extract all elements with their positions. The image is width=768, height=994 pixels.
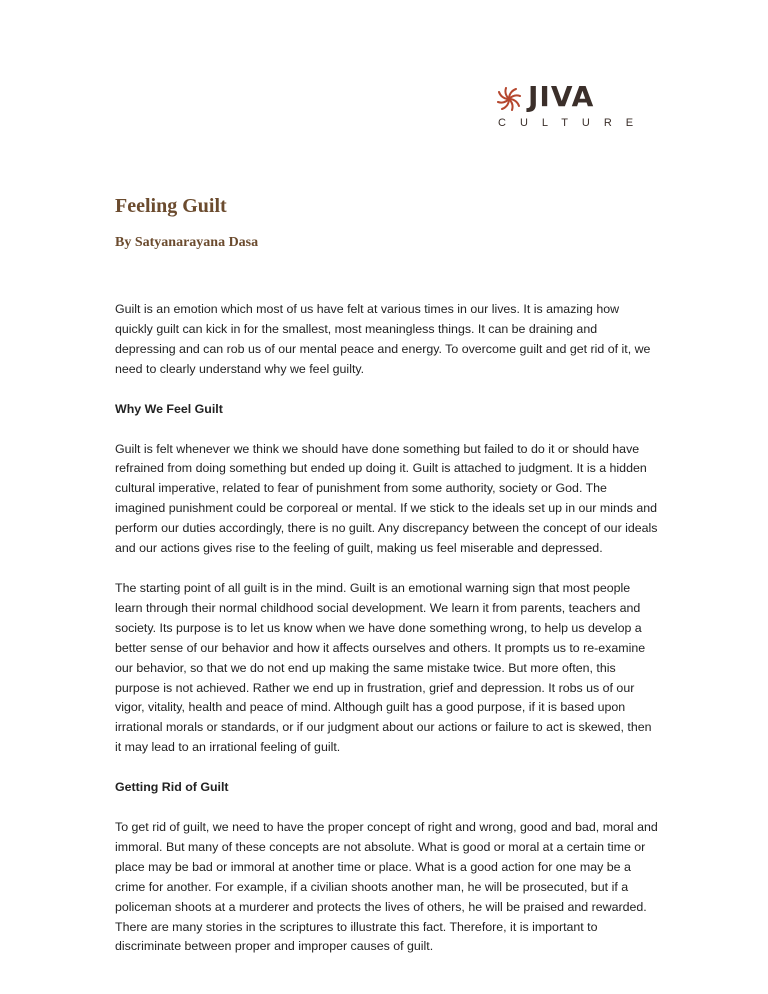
lotus-swirl-icon	[494, 84, 524, 114]
jiva-culture-logo	[494, 80, 648, 132]
paragraph-why-1: Guilt is felt whenever we think we should have done something but failed to do it or should have refrained from doing something but ended up doing it. Guilt is attached to judgment. It is a hidden cultural imperative, related to fear of punishment from some authority, society or God. The imagined punishment could be corporeal or mental. If we stick to the ideals set up in our minds and perform our duties accordingly, there is no guilt. Any discrepancy between the concept of our ideals and our actions gives rise to the feeling of guilt, making us feel miserable and depressed.	[115, 441, 658, 556]
section-heading-why: Why We Feel Guilt	[115, 401, 223, 416]
intro-paragraph: Guilt is an emotion which most of us have felt at various times in our lives. It is amazing how quickly guilt can kick in for the smallest, most meaningless things. It can be draining and depressing and can rob us of our mental peace and energy. To overcome guilt and get rid of it, we need to clearly understand why we feel guilty.	[115, 302, 651, 376]
article-byline: By Satyanarayana Dasa	[115, 235, 259, 250]
article-body	[115, 300, 660, 977]
paragraph-why-2: The starting point of all guilt is in the mind. Guilt is an emotional warning sign that most people learn through their normal childhood social development. We learn it from parents, teachers and society. Its purpose is to let us know when we have done something wrong, to help us develop a better sense of our behavior and how it affects ourselves and others. It prompts us to re-examine our behavior, so that we do not end up making the same mistake twice. But more often, this purpose is not achieved. Rather we end up in frustration, grief and depression. It robs us of our vigor, vitality, health and peace of mind. Although guilt has a good purpose, if it is based upon irrational morals or standards, or if our judgment about our actions or failure to act is skewed, then it may lead to an irrational feeling of guilt.	[115, 580, 652, 755]
article-title: Feeling Guilt	[115, 195, 227, 217]
paragraph-getting-rid-1: To get rid of guilt, we need to have the proper concept of right and wrong, good and bad, moral and immoral. But many of these concepts are not absolute. What is good or moral at a certain time or place may be bad or immoral at another time or place. What is a good action for one may be a crime for another. For example, if a civilian shoots another man, he will be prosecuted, but if a policeman shoots at a murderer and protects the lives of others, he will be praised and rewarded. There are many stories in the scriptures to illustrate this fact. Therefore, it is important to discriminate between proper and improper causes of guilt.	[115, 820, 658, 954]
logo-subtitle: CULTURE	[498, 117, 648, 129]
logo-wordmark: JIVA	[528, 80, 595, 113]
section-heading-getting-rid: Getting Rid of Guilt	[115, 780, 229, 795]
